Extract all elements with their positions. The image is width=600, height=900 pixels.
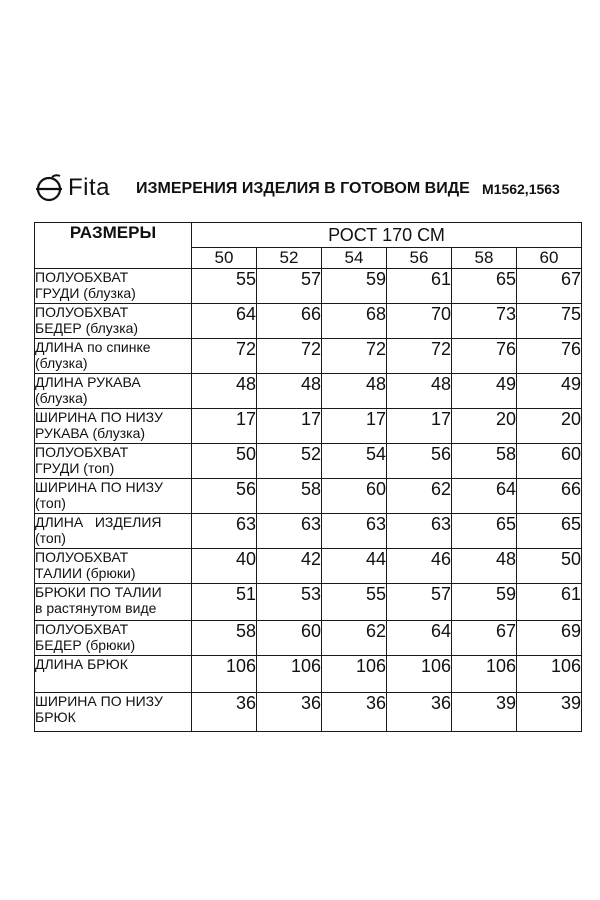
measurement-label-line: ПОЛУОБХВАТ: [35, 621, 129, 637]
measurement-value: 48: [452, 549, 517, 584]
measurement-label-line: БЕДЕР (брюки): [35, 637, 136, 653]
measurement-label: [35, 304, 192, 339]
size-header-60: 60: [517, 248, 582, 269]
table-row: [35, 444, 582, 479]
measurement-label-line: БЕДЕР (блузка): [35, 320, 139, 336]
measurement-label-line: ПОЛУОБХВАТ: [35, 444, 129, 460]
measurement-value: 73: [452, 304, 517, 339]
measurement-value: 70: [387, 304, 452, 339]
measurement-label: [35, 549, 192, 584]
measurement-value: 72: [322, 339, 387, 374]
measurement-value: 64: [452, 479, 517, 514]
measurement-value: 64: [387, 621, 452, 656]
measurement-value: 46: [387, 549, 452, 584]
measurement-label-line: БРЮКИ ПО ТАЛИИ: [35, 584, 162, 600]
measurement-value: 61: [387, 269, 452, 304]
measurement-value: 64: [192, 304, 257, 339]
measurement-label-line: ТАЛИИ (брюки): [35, 565, 136, 581]
measurement-label-line: ДЛИНА РУКАВА: [35, 374, 141, 390]
measurement-value: 56: [192, 479, 257, 514]
measurement-value: 20: [517, 409, 582, 444]
measurement-label-line: ПОЛУОБХВАТ: [35, 269, 129, 285]
measurement-label-line: ДЛИНА ИЗДЕЛИЯ: [35, 514, 162, 530]
measurement-value: 57: [387, 584, 452, 621]
measurement-label: [35, 479, 192, 514]
measurement-value: 69: [517, 621, 582, 656]
measurement-value: 106: [257, 656, 322, 693]
table-row: [35, 479, 582, 514]
measurement-label-line: ГРУДИ (топ): [35, 460, 115, 476]
measurement-label: [35, 374, 192, 409]
measurement-value: 65: [452, 514, 517, 549]
table-row: [35, 269, 582, 304]
measurement-label-line: ДЛИНА по спинке: [35, 339, 151, 355]
table-row: [35, 584, 582, 621]
brand-logo: [34, 168, 110, 208]
measurement-label-line: ПОЛУОБХВАТ: [35, 549, 129, 565]
measurement-label-line: (топ): [35, 495, 66, 511]
table-body: [35, 269, 582, 732]
table-row: [35, 693, 582, 732]
measurement-value: 52: [257, 444, 322, 479]
measurement-value: 68: [322, 304, 387, 339]
measurement-value: 63: [387, 514, 452, 549]
measurement-value: 60: [257, 621, 322, 656]
measurement-value: 65: [517, 514, 582, 549]
table-row: [35, 339, 582, 374]
height-group-header: РОСТ 170 СМ: [192, 223, 582, 248]
measurement-label-line: ШИРИНА ПО НИЗУ: [35, 479, 163, 495]
measurement-value: 75: [517, 304, 582, 339]
table-row: [35, 514, 582, 549]
measurement-value: 36: [322, 693, 387, 732]
measurement-value: 36: [257, 693, 322, 732]
table-row: [35, 549, 582, 584]
sizes-header: РАЗМЕРЫ: [35, 223, 192, 269]
measurement-value: 48: [192, 374, 257, 409]
measurement-value: 17: [192, 409, 257, 444]
measurement-value: 66: [257, 304, 322, 339]
measurement-value: 72: [387, 339, 452, 374]
measurement-label: [35, 444, 192, 479]
size-header-56: 56: [387, 248, 452, 269]
measurement-value: 39: [517, 693, 582, 732]
measurement-value: 53: [257, 584, 322, 621]
measurement-value: 42: [257, 549, 322, 584]
measurement-value: 54: [322, 444, 387, 479]
brand-name: Fita: [68, 174, 111, 201]
measurement-value: 58: [257, 479, 322, 514]
measurement-value: 17: [322, 409, 387, 444]
size-table: [34, 222, 582, 732]
measurement-label-line: БРЮК: [35, 709, 76, 725]
measurement-label: [35, 621, 192, 656]
measurement-label-line: ДЛИНА БРЮК: [35, 656, 128, 672]
measurement-value: 62: [322, 621, 387, 656]
measurement-value: 39: [452, 693, 517, 732]
measurement-value: 58: [452, 444, 517, 479]
measurement-value: 17: [387, 409, 452, 444]
measurement-label-line: (топ): [35, 530, 66, 546]
size-header-54: 54: [322, 248, 387, 269]
measurement-value: 55: [322, 584, 387, 621]
measurement-value: 67: [517, 269, 582, 304]
measurement-value: 106: [452, 656, 517, 693]
measurement-value: 55: [192, 269, 257, 304]
measurement-value: 59: [452, 584, 517, 621]
measurement-label: [35, 693, 192, 732]
document-title: ИЗМЕРЕНИЯ ИЗДЕЛИЯ В ГОТОВОМ ВИДЕ: [136, 180, 470, 197]
measurement-value: 65: [452, 269, 517, 304]
measurement-value: 57: [257, 269, 322, 304]
table-row: [35, 374, 582, 409]
measurement-value: 20: [452, 409, 517, 444]
table-row: [35, 304, 582, 339]
measurement-value: 72: [257, 339, 322, 374]
fita-logo-icon: [34, 173, 64, 203]
table-row: [35, 409, 582, 444]
measurement-value: 51: [192, 584, 257, 621]
measurement-value: 72: [192, 339, 257, 374]
measurement-value: 50: [192, 444, 257, 479]
measurement-value: 17: [257, 409, 322, 444]
measurement-value: 76: [517, 339, 582, 374]
measurement-value: 61: [517, 584, 582, 621]
measurement-value: 48: [387, 374, 452, 409]
size-header-58: 58: [452, 248, 517, 269]
measurement-value: 63: [322, 514, 387, 549]
measurement-value: 60: [322, 479, 387, 514]
measurement-label: [35, 409, 192, 444]
measurement-label: [35, 339, 192, 374]
measurement-value: 106: [322, 656, 387, 693]
document-header: [34, 168, 574, 208]
measurement-value: 63: [192, 514, 257, 549]
measurement-label-line: РУКАВА (блузка): [35, 425, 146, 441]
measurement-label-line: ПОЛУОБХВАТ: [35, 304, 129, 320]
measurement-label-line: ШИРИНА ПО НИЗУ: [35, 409, 163, 425]
measurement-value: 60: [517, 444, 582, 479]
measurement-value: 56: [387, 444, 452, 479]
measurement-value: 66: [517, 479, 582, 514]
measurement-label-line: ШИРИНА ПО НИЗУ: [35, 693, 163, 709]
measurement-value: 63: [257, 514, 322, 549]
measurement-value: 40: [192, 549, 257, 584]
measurement-value: 49: [517, 374, 582, 409]
measurement-value: 58: [192, 621, 257, 656]
measurement-label-line: ГРУДИ (блузка): [35, 285, 136, 301]
measurement-value: 59: [322, 269, 387, 304]
measurement-value: 106: [387, 656, 452, 693]
size-header-52: 52: [257, 248, 322, 269]
measurement-label: [35, 584, 192, 621]
measurement-value: 50: [517, 549, 582, 584]
measurement-label: [35, 656, 192, 693]
model-number: М1562,1563: [482, 181, 560, 197]
measurement-label: [35, 514, 192, 549]
measurement-label-line: (блузка): [35, 390, 88, 406]
table-row: [35, 621, 582, 656]
measurement-value: 48: [322, 374, 387, 409]
measurement-value: 106: [517, 656, 582, 693]
table-row: [35, 656, 582, 693]
size-header-50: 50: [192, 248, 257, 269]
measurement-label-line: в растянутом виде: [35, 600, 157, 616]
measurement-value: 36: [387, 693, 452, 732]
measurement-value: 49: [452, 374, 517, 409]
measurement-value: 67: [452, 621, 517, 656]
measurement-value: 48: [257, 374, 322, 409]
measurement-value: 62: [387, 479, 452, 514]
measurement-label-line: (блузка): [35, 355, 88, 371]
measurement-value: 106: [192, 656, 257, 693]
measurement-value: 76: [452, 339, 517, 374]
measurement-value: 44: [322, 549, 387, 584]
measurement-value: 36: [192, 693, 257, 732]
measurement-label: [35, 269, 192, 304]
